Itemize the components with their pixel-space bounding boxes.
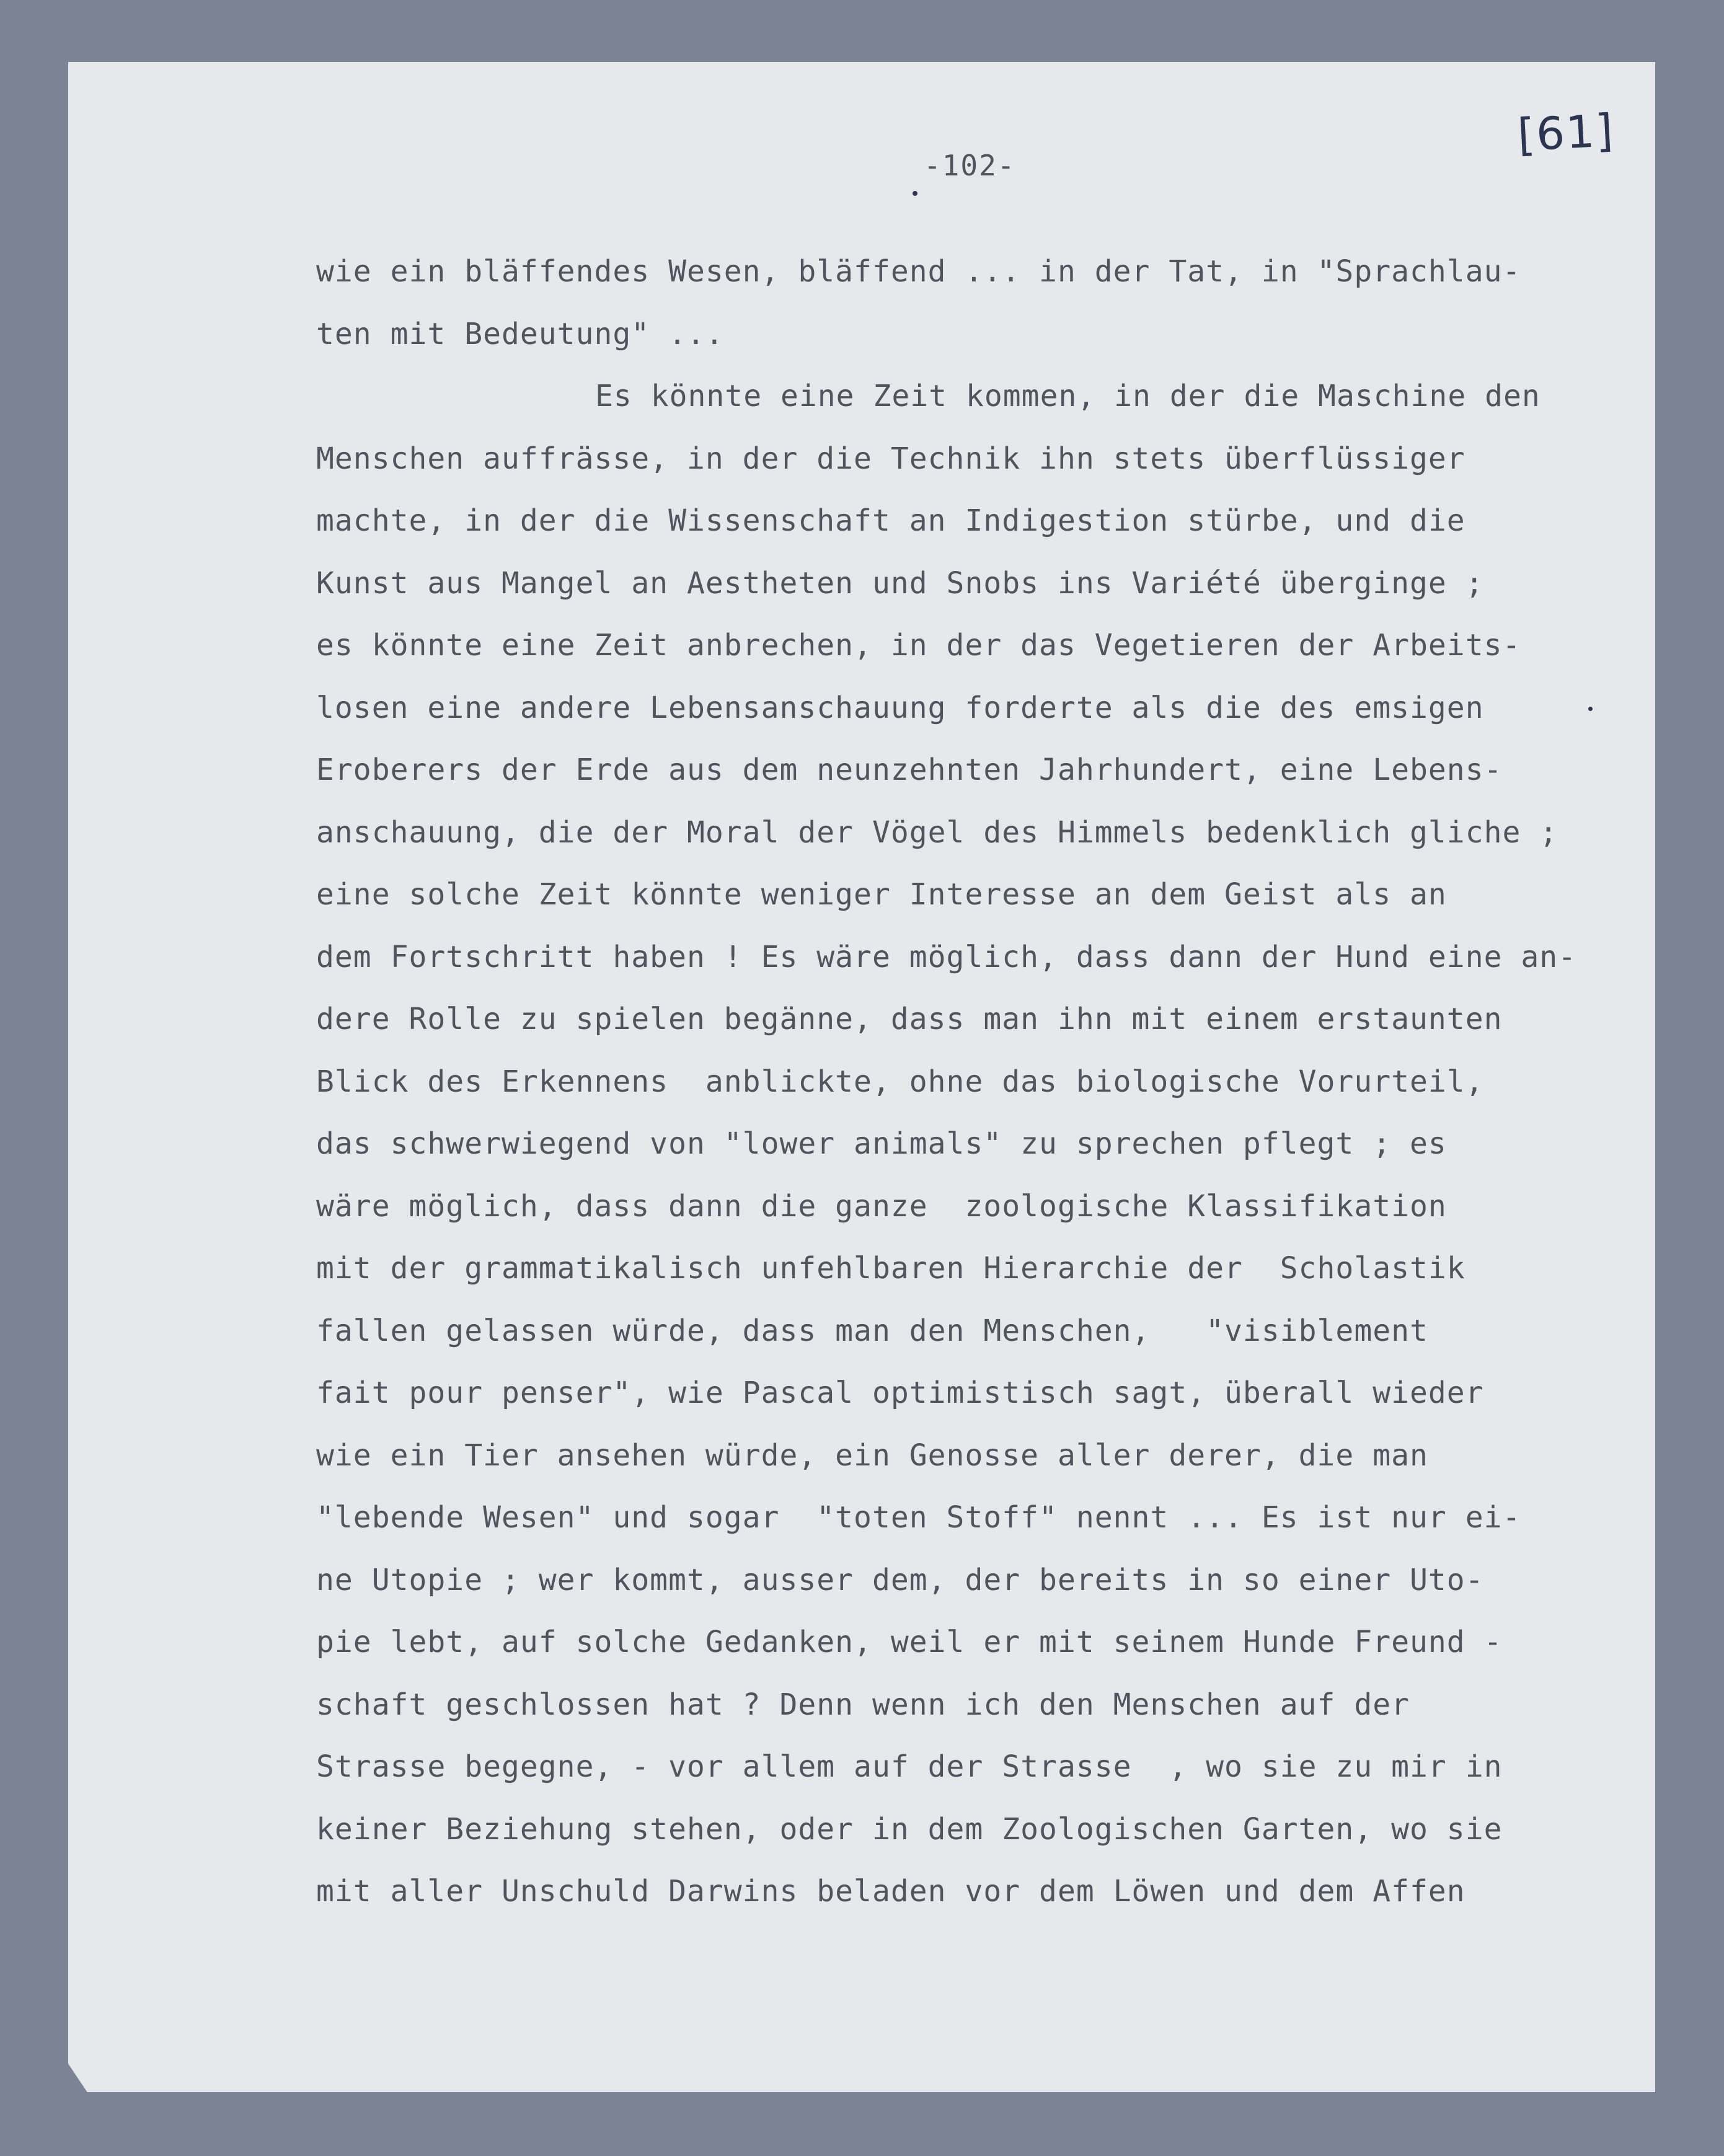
text-line: das schwerwiegend von "lower animals" zu sprechen pflegt ; es bbox=[316, 1126, 1447, 1161]
text-line: wäre möglich, dass dann die ganze zoologische Klassifikation bbox=[316, 1188, 1447, 1224]
text-line: fait pour penser", wie Pascal optimistisch sagt, überall wieder bbox=[316, 1376, 1484, 1410]
text-line: losen eine andere Lebensanschauung forderte als die des emsigen bbox=[316, 690, 1484, 725]
text-line: anschauung, die der Moral der Vögel des Himmels bedenklich gliche ; bbox=[316, 815, 1558, 850]
text-line: "lebende Wesen" und sogar "toten Stoff" nennt ... Es ist nur ei- bbox=[316, 1500, 1521, 1535]
text-line: Eroberers der Erde aus dem neunzehnten Jahrhundert, eine Lebens- bbox=[316, 753, 1503, 787]
text-line: es könnte eine Zeit anbrechen, in der das Vegetieren der Arbeits- bbox=[316, 628, 1521, 663]
text-line: ten mit Bedeutung" ... bbox=[316, 316, 724, 351]
text-line: mit der grammatikalisch unfehlbaren Hierarchie der Scholastik bbox=[316, 1251, 1465, 1286]
text-line: Strasse begegne, - vor allem auf der Strasse , wo sie zu mir in bbox=[316, 1749, 1503, 1784]
text-line: schaft geschlossen hat ? Denn wenn ich den Menschen auf der bbox=[316, 1687, 1410, 1722]
text-line: Es könnte eine Zeit kommen, in der die Maschine den bbox=[595, 379, 1541, 413]
text-line: Blick des Erkennens anblickte, ohne das biologische Vorurteil, bbox=[316, 1064, 1484, 1099]
ink-dot bbox=[1588, 707, 1593, 711]
text-line: pie lebt, auf solche Gedanken, weil er mit seinem Hunde Freund - bbox=[316, 1625, 1503, 1659]
text-line: Menschen auffrässe, in der die Technik ihn stets überflüssiger bbox=[316, 441, 1465, 476]
ink-dot bbox=[913, 191, 917, 196]
body-text bbox=[316, 241, 1576, 1923]
text-line: wie ein Tier ansehen würde, ein Genosse aller derer, die man bbox=[316, 1438, 1428, 1473]
text-line: machte, in der die Wissenschaft an Indigestion stürbe, und die bbox=[316, 503, 1465, 538]
text-line: eine solche Zeit könnte weniger Interesse an dem Geist als an bbox=[316, 877, 1447, 912]
text-line: ne Utopie ; wer kommt, ausser dem, der bereits in so einer Uto- bbox=[316, 1562, 1484, 1597]
text-line: fallen gelassen würde, dass man den Menschen, "visiblement bbox=[316, 1313, 1428, 1348]
text-line: keiner Beziehung stehen, oder in dem Zoologischen Garten, wo sie bbox=[316, 1811, 1503, 1847]
text-line: dem Fortschritt haben ! Es wäre möglich, dass dann der Hund eine an- bbox=[316, 939, 1577, 974]
text-line: mit aller Unschuld Darwins beladen vor dem Löwen und dem Affen bbox=[316, 1874, 1465, 1909]
text-line: wie ein bläffendes Wesen, bläffend ... in der Tat, in "Sprachlau- bbox=[316, 254, 1521, 289]
page-number: -102- bbox=[924, 149, 1016, 182]
archive-number: [61] bbox=[1516, 104, 1616, 162]
text-line: Kunst aus Mangel an Aestheten und Snobs ins Variété überginge ; bbox=[316, 565, 1484, 601]
text-line: dere Rolle zu spielen begänne, dass man ihn mit einem erstaunten bbox=[316, 1002, 1503, 1036]
